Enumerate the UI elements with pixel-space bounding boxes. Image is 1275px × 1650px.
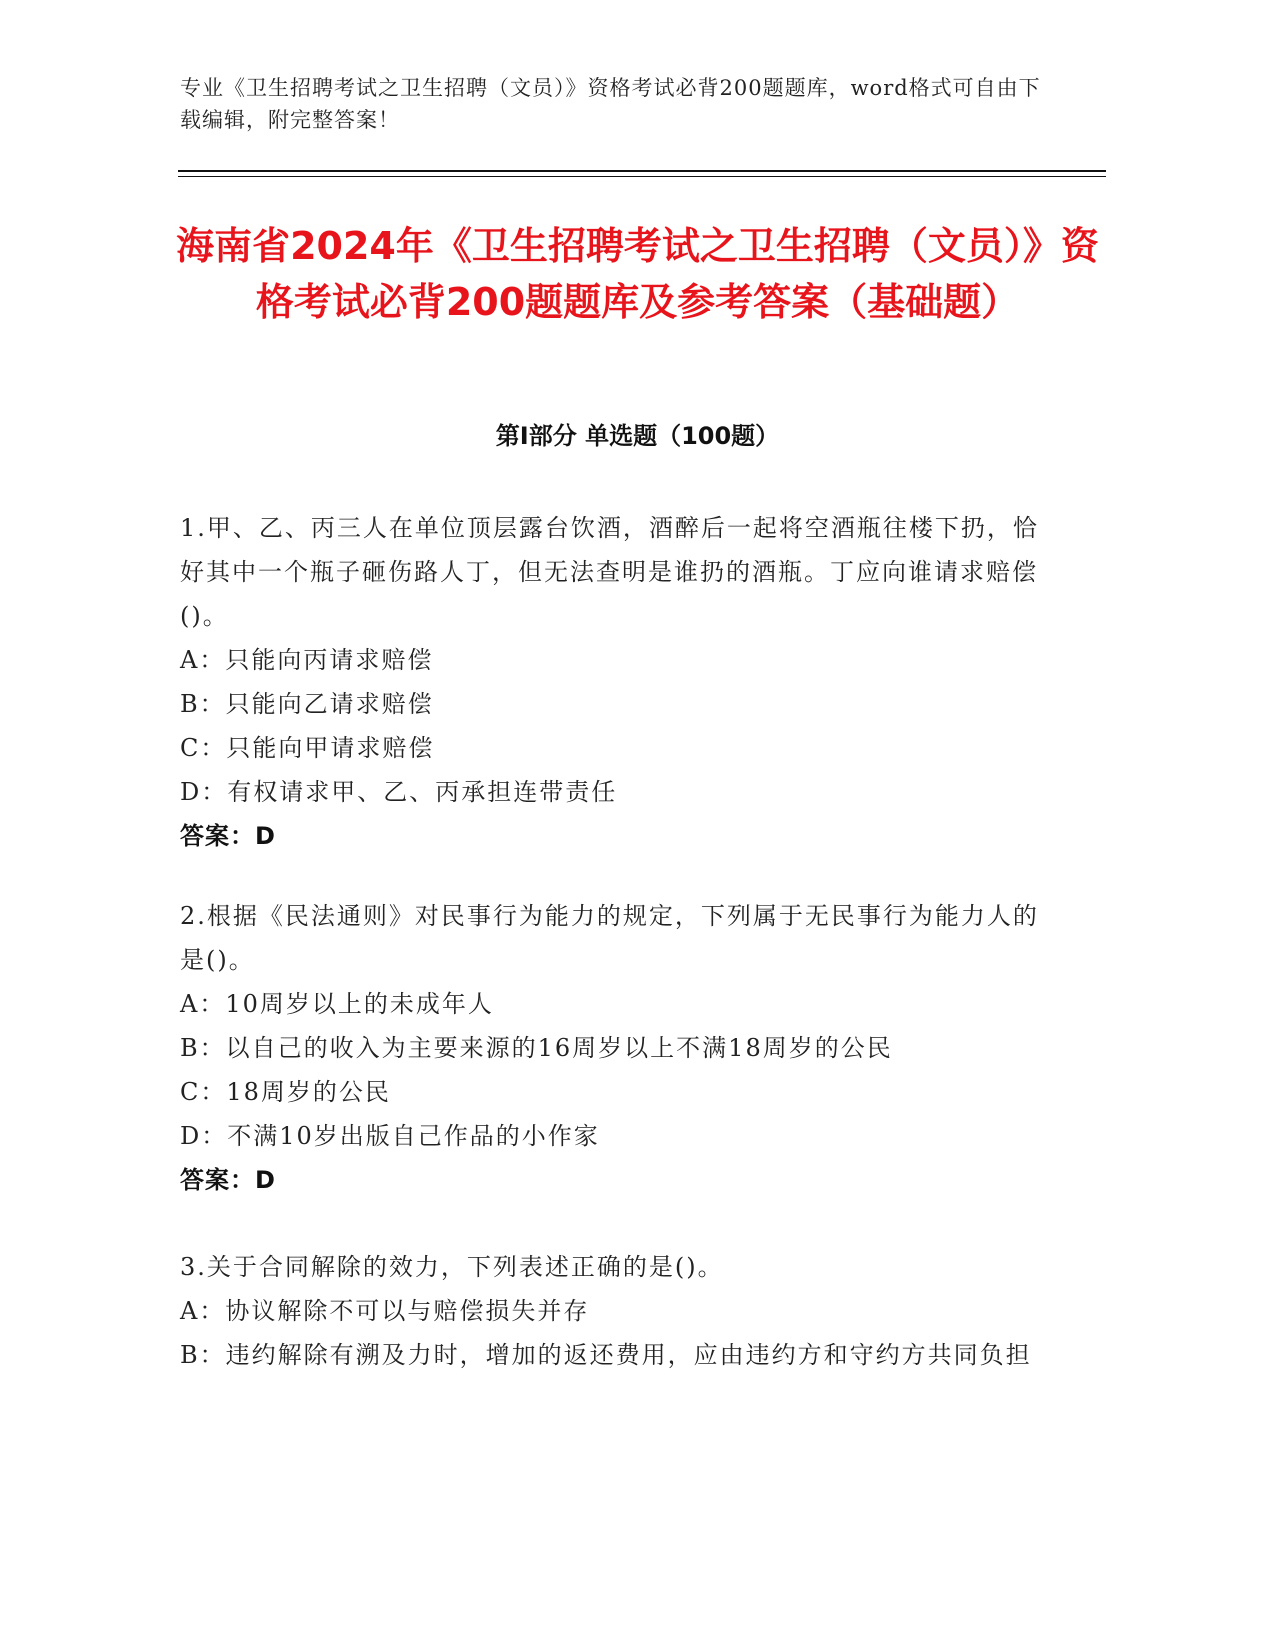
question-3	[180, 1245, 1040, 1377]
section-heading: 第Ⅰ部分 单选题（100题）	[495, 422, 780, 450]
question-stem: 1.甲、乙、丙三人在单位顶层露台饮酒，酒醉后一起将空酒瓶往楼下扔，恰好其中一个瓶子砸伤路人丁，但无法查明是谁扔的酒瓶。丁应向谁请求赔偿()。	[180, 514, 1039, 630]
answer: 答案：D	[180, 822, 276, 850]
option-a: A：协议解除不可以与赔偿损失并存	[180, 1297, 590, 1325]
question-stem: 2.根据《民法通则》对民事行为能力的规定，下列属于无民事行为能力人的是()。	[180, 902, 1039, 974]
option-b: B：只能向乙请求赔偿	[180, 690, 434, 718]
option-b: B：以自己的收入为主要来源的16周岁以上不满18周岁的公民	[180, 1034, 893, 1062]
header-rule-thin	[178, 176, 1106, 177]
question-1	[180, 506, 1040, 858]
option-b: B：违约解除有溯及力时，增加的返还费用，应由违约方和守约方共同负担	[180, 1341, 1032, 1369]
document-title: 海南省2024年《卫生招聘考试之卫生招聘（文员）》资格考试必背200题题库及参考答案（基础题）	[176, 224, 1099, 324]
option-d: D：不满10岁出版自己作品的小作家	[180, 1122, 600, 1150]
question-stem: 3.关于合同解除的效力，下列表述正确的是()。	[180, 1253, 724, 1281]
header-rule-thick	[178, 170, 1106, 172]
question-2	[180, 894, 1040, 1202]
option-c: C：18周岁的公民	[180, 1078, 391, 1106]
header-note: 专业《卫生招聘考试之卫生招聘（文员）》资格考试必背200题题库，word格式可自由下载编辑，附完整答案！	[180, 76, 1041, 132]
option-d: D：有权请求甲、乙、丙承担连带责任	[180, 778, 618, 806]
answer: 答案：D	[180, 1166, 276, 1194]
option-c: C：只能向甲请求赔偿	[180, 734, 435, 762]
option-a: A：只能向丙请求赔偿	[180, 646, 434, 674]
option-a: A：10周岁以上的未成年人	[180, 990, 494, 1018]
